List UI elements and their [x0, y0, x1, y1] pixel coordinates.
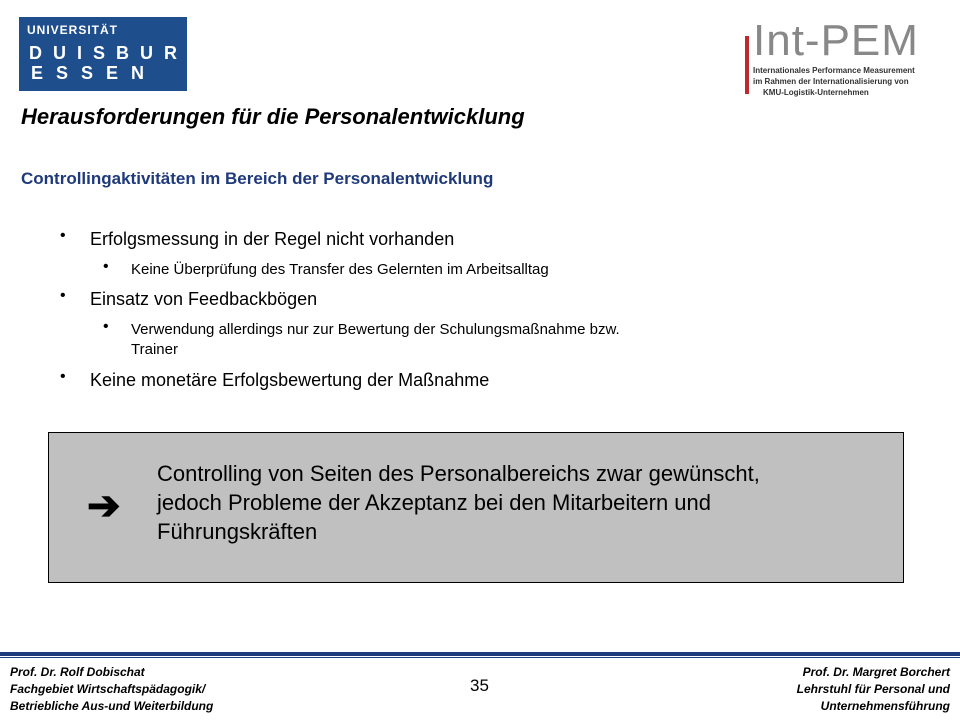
footer-left-line-3: Betriebliche Aus-und Weiterbildung — [10, 699, 214, 713]
logo-essen: ESSEN — [31, 63, 158, 83]
bullet-item — [60, 227, 455, 250]
logo-sub-line-1: Internationales Performance Measurement — [753, 66, 915, 75]
bullet-dot-icon: • — [60, 287, 66, 304]
logo-duisburg: DUISBURG — [29, 43, 214, 63]
bullet-item — [60, 368, 490, 391]
sub-bullet-item — [103, 258, 549, 278]
bullet-item — [60, 287, 318, 310]
footer-left-line-1: Prof. Dr. Rolf Dobischat — [10, 665, 145, 679]
bullet-dot-icon: • — [60, 227, 66, 244]
sub-bullet-item — [103, 318, 620, 338]
sub-bullet-continuation — [131, 341, 178, 358]
university-logo — [19, 17, 214, 91]
bullet-text: Einsatz von Feedbackbögen — [90, 289, 318, 309]
int-pem-logo — [745, 16, 935, 97]
footer-divider-thin — [0, 657, 960, 658]
bullet-text: Erfolgsmessung in der Regel nicht vorhanden — [90, 229, 455, 249]
footer-right-line-2: Lehrstuhl für Personal und — [796, 682, 950, 696]
slide-title: Herausforderungen für die Personalentwicklung — [21, 104, 525, 129]
conclusion-line-1: Controlling von Seiten des Personalbereichs zwar gewünscht, — [157, 461, 760, 486]
conclusion-text — [157, 459, 897, 546]
logo-red-bar — [745, 36, 749, 94]
conclusion-line-3: Führungskräften — [157, 519, 318, 544]
arrow-right-icon: ➔ — [87, 484, 121, 528]
bullet-text: Keine Überprüfung des Transfer des Gelernten im Arbeitsalltag — [131, 261, 549, 278]
bullet-dot-icon: • — [60, 368, 66, 385]
bullet-dot-icon: • — [103, 258, 109, 275]
bullet-text: Verwendung allerdings nur zur Bewertung der Schulungsmaßnahme bzw. — [131, 321, 620, 338]
logo-sub-line-2: im Rahmen der Internationalisierung von — [753, 77, 909, 86]
footer-right-line-1: Prof. Dr. Margret Borchert — [802, 665, 950, 679]
footer-right — [797, 664, 950, 715]
logo-university-label: UNIVERSITÄT — [27, 23, 119, 37]
footer-left-line-2: Fachgebiet Wirtschaftspädagogik/ — [10, 682, 206, 696]
footer-left — [10, 664, 213, 715]
bullet-dot-icon: • — [103, 318, 109, 335]
logo-sub-line-3: KMU-Logistik-Unternehmen — [763, 88, 869, 97]
bullet-text: Trainer — [131, 341, 178, 358]
footer-divider — [0, 652, 960, 656]
slide-subtitle: Controllingaktivitäten im Bereich der Personalentwicklung — [21, 169, 494, 188]
bullet-text: Keine monetäre Erfolgsbewertung der Maßnahme — [90, 370, 490, 390]
conclusion-box — [48, 432, 904, 583]
conclusion-line-2: jedoch Probleme der Akzeptanz bei den Mitarbeitern und — [157, 490, 712, 515]
logo-int-pem-name: Int-PEM — [753, 16, 919, 65]
footer-right-line-3: Unternehmensführung — [820, 699, 950, 713]
page-number: 35 — [470, 676, 489, 695]
